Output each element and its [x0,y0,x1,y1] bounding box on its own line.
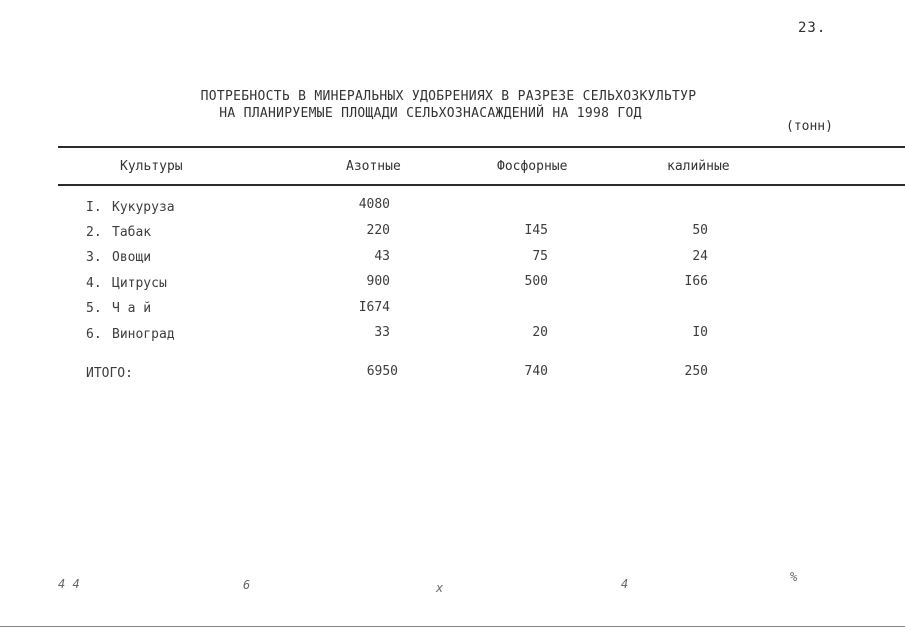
row-phosphorus: 75 [532,249,548,264]
row-phosphorus: I45 [524,223,548,238]
row-phosphorus: 20 [532,325,548,340]
row-crop: Виноград [112,327,175,342]
total-phosphorus: 740 [524,364,548,379]
header-potassium: калийные [667,159,730,174]
page-bottom-rule [0,626,905,627]
title-line-2: НА ПЛАНИРУЕМЫЕ ПЛОЩАДИ СЕЛЬХОЗНАСАЖДЕНИЙ НА 1998 ГОД [219,106,642,121]
margin-mark: % [790,570,798,584]
row-nitrogen: 33 [374,325,390,340]
row-nitrogen: 4080 [358,197,390,212]
row-number: 5. [86,301,102,316]
row-crop: Табак [112,225,152,240]
row-number: 6. [86,327,102,342]
row-number: 3. [86,250,102,265]
total-potassium: 250 [684,364,708,379]
row-potassium: 24 [692,249,708,264]
row-crop: Ч а й [112,301,152,316]
row-number: I. [86,200,102,215]
page-number: 23. [798,20,827,36]
row-nitrogen: 220 [366,223,390,238]
header-nitrogen: Азотные [346,159,401,174]
row-potassium: I66 [684,274,708,289]
row-crop: Цитрусы [112,276,167,291]
header-crop: Культуры [120,159,183,174]
row-crop: Кукуруза [112,200,175,215]
total-label: ИТОГО: [86,366,133,381]
page-title [0,88,905,122]
row-nitrogen: 43 [374,249,390,264]
margin-mark: x [436,581,444,595]
row-potassium: I0 [692,325,708,340]
row-number: 4. [86,276,102,291]
row-nitrogen: 900 [366,274,390,289]
margin-mark: 4 4 [58,577,80,591]
row-nitrogen: I674 [358,300,390,315]
unit-label: (тонн) [786,119,833,134]
row-phosphorus: 500 [524,274,548,289]
table-header-rule [58,184,905,186]
title-line-1: ПОТРЕБНОСТЬ В МИНЕРАЛЬНЫХ УДОБРЕНИЯХ В РАЗРЕЗЕ СЕЛЬХОЗКУЛЬТУР [200,89,697,104]
margin-mark: 4 [621,577,629,591]
row-number: 2. [86,225,102,240]
row-crop: Овощи [112,250,152,265]
table-top-rule [58,146,905,148]
row-potassium: 50 [692,223,708,238]
header-phosphorus: Фосфорные [497,159,568,174]
margin-mark: 6 [243,578,251,592]
total-nitrogen: 6950 [366,364,398,379]
